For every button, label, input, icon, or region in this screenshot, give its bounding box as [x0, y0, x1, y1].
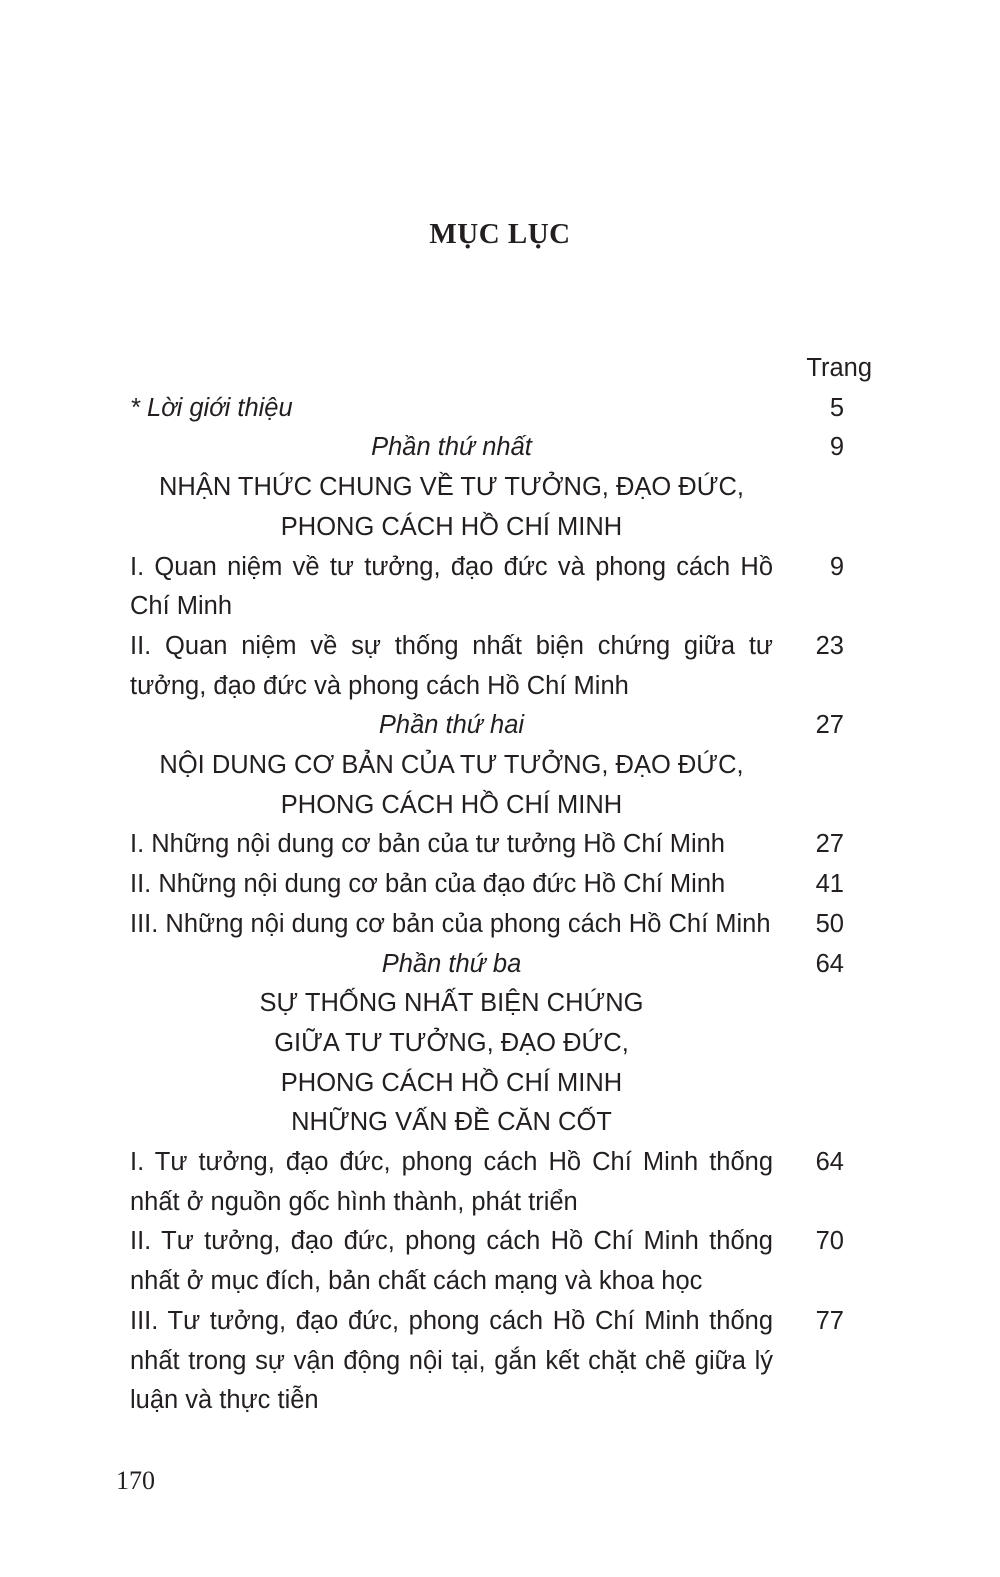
part-title-line: PHONG CÁCH HỒ CHÍ MINH — [280, 790, 623, 819]
page-title: MỤC LỤC — [429, 218, 571, 250]
part-heading: Phần thứ hai — [378, 711, 525, 740]
part-title-line: NHẬN THỨC CHUNG VỀ TƯ TƯỞNG, ĐẠO ĐỨC, — [158, 473, 745, 502]
toc-entry — [130, 865, 872, 905]
toc-part-title — [130, 1064, 872, 1104]
part-title-line: SỰ THỐNG NHẤT BIỆN CHỨNG — [259, 989, 644, 1018]
toc-entry-page: 50 — [815, 909, 844, 938]
toc-part-title — [130, 468, 872, 508]
toc-header-row — [130, 349, 872, 389]
toc-entry-title: III. Tư tưởng, đạo đức, phong cách Hồ Chí Minh thống nhất trong sự vận động nội tại, gắn kết chặt chẽ giữa lý luận và thực tiễn — [130, 1306, 773, 1415]
toc-entry-title: I. Những nội dung cơ bản của tư tưởng Hồ Chí Minh — [130, 830, 725, 859]
toc-part-title — [130, 1024, 872, 1064]
toc-entry — [130, 548, 872, 627]
toc-entry-title: I. Quan niệm về tư tưởng, đạo đức và phong cách Hồ Chí Minh — [130, 552, 773, 621]
toc-part-heading — [130, 706, 872, 746]
toc-entry-page: 27 — [815, 830, 844, 859]
part-title-line: NHỮNG VẤN ĐỀ CĂN CỐT — [291, 1108, 612, 1137]
page-column-header: Trang — [806, 354, 872, 382]
toc-entry-title: II. Quan niệm về sự thống nhất biện chứng giữa tư tưởng, đạo đức và phong cách Hồ Chí Minh — [130, 631, 773, 700]
toc-entry-page: 5 — [829, 393, 844, 422]
toc-entry — [130, 905, 872, 945]
toc-entry-page: 23 — [815, 631, 844, 660]
toc-entry-title: II. Tư tưởng, đạo đức, phong cách Hồ Chí Minh thống nhất ở mục đích, bản chất cách mạng và khoa học — [130, 1227, 773, 1296]
toc-entry — [130, 389, 872, 429]
toc-entry-page: 27 — [815, 711, 844, 740]
toc-entry — [130, 1302, 872, 1421]
toc-part-heading — [130, 945, 872, 985]
toc-entry-title: I. Tư tưởng, đạo đức, phong cách Hồ Chí Minh thống nhất ở nguồn gốc hình thành, phát triển — [130, 1148, 773, 1216]
toc-entry-page: 70 — [815, 1227, 844, 1256]
toc-entry — [130, 1222, 872, 1301]
part-heading: Phần thứ ba — [381, 949, 522, 978]
toc-entry — [130, 627, 872, 706]
toc-part-title — [130, 984, 872, 1024]
toc-part-heading — [130, 428, 872, 468]
toc-part-title — [130, 746, 872, 786]
toc-entry-title: III. Những nội dung cơ bản của phong cách Hồ Chí Minh — [130, 909, 771, 938]
toc-part-title — [130, 786, 872, 826]
part-title-line: GIỮA TƯ TƯỞNG, ĐẠO ĐỨC, — [274, 1028, 629, 1057]
toc-part-title — [130, 508, 872, 548]
toc-entry — [130, 1143, 872, 1222]
toc-entry-page: 41 — [815, 870, 844, 899]
part-title-line: PHONG CÁCH HỒ CHÍ MINH — [280, 512, 623, 541]
toc-entry-title: * Lời giới thiệu — [130, 393, 293, 422]
page-number: 170 — [116, 1466, 155, 1495]
toc-entry-title: II. Những nội dung cơ bản của đạo đức Hồ Chí Minh — [130, 870, 726, 899]
table-of-contents — [130, 349, 872, 1421]
toc-entry-page: 9 — [829, 433, 844, 462]
part-title-line: NỘI DUNG CƠ BẢN CỦA TƯ TƯỞNG, ĐẠO ĐỨC, — [159, 751, 744, 780]
toc-part-title — [130, 1103, 872, 1143]
toc-entry-page: 77 — [815, 1306, 844, 1335]
toc-entry-page: 64 — [815, 1148, 844, 1177]
toc-entry-page: 9 — [829, 552, 844, 581]
part-heading: Phần thứ nhất — [371, 433, 532, 462]
toc-entry-page: 64 — [815, 949, 844, 978]
part-title-line: PHONG CÁCH HỒ CHÍ MINH — [280, 1068, 623, 1097]
toc-entry — [130, 825, 872, 865]
